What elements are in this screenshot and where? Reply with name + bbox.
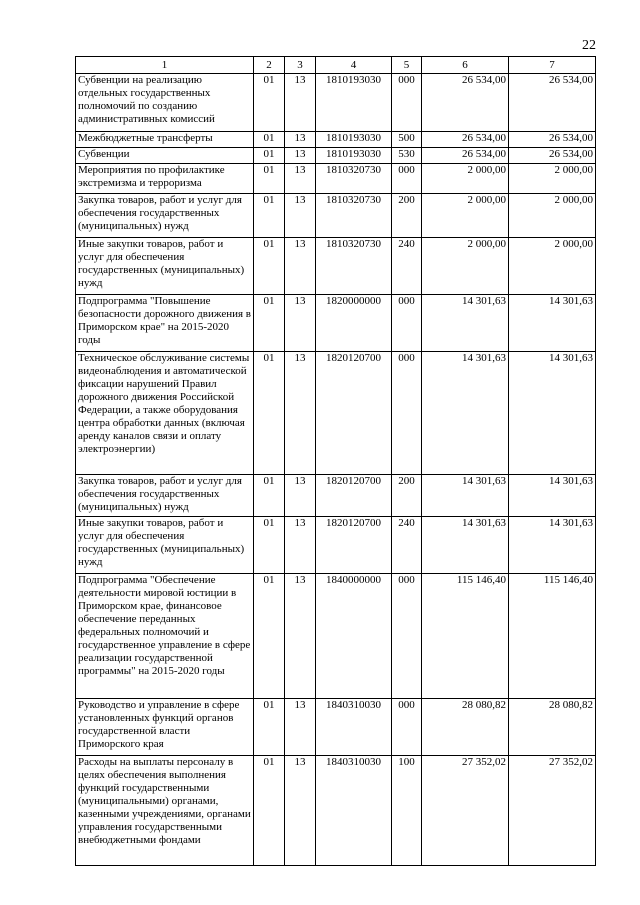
row-amount-2: 26 534,00 (509, 74, 596, 132)
header-cell: 6 (422, 57, 509, 74)
row-amount-1: 28 080,82 (422, 699, 509, 756)
row-subsection: 13 (285, 475, 316, 517)
row-expense-type: 000 (392, 295, 422, 352)
header-cell: 5 (392, 57, 422, 74)
row-amount-2: 27 352,02 (509, 756, 596, 866)
row-expense-type: 500 (392, 132, 422, 148)
row-section: 01 (254, 132, 285, 148)
row-expense-type: 200 (392, 194, 422, 238)
row-subsection: 13 (285, 238, 316, 295)
row-subsection: 13 (285, 74, 316, 132)
row-amount-2: 14 301,63 (509, 517, 596, 574)
row-section: 01 (254, 295, 285, 352)
row-amount-1: 115 146,40 (422, 574, 509, 699)
row-name: Закупка товаров, работ и услуг для обеспечения государственных (муниципальных) нужд (76, 475, 254, 517)
row-name: Субвенции на реализацию отдельных государственных полномочий по созданию административных комиссий (76, 74, 254, 132)
row-amount-1: 14 301,63 (422, 517, 509, 574)
row-subsection: 13 (285, 132, 316, 148)
row-amount-2: 2 000,00 (509, 194, 596, 238)
row-target-code: 1810320730 (316, 164, 392, 194)
table-row (76, 517, 596, 574)
row-target-code: 1820120700 (316, 517, 392, 574)
table-row (76, 148, 596, 164)
row-expense-type: 200 (392, 475, 422, 517)
row-target-code: 1840000000 (316, 574, 392, 699)
row-subsection: 13 (285, 148, 316, 164)
header-cell: 7 (509, 57, 596, 74)
table-row (76, 475, 596, 517)
row-expense-type: 530 (392, 148, 422, 164)
row-amount-2: 14 301,63 (509, 475, 596, 517)
row-name: Закупка товаров, работ и услуг для обеспечения государственных (муниципальных) нужд (76, 194, 254, 238)
row-amount-2: 26 534,00 (509, 148, 596, 164)
table-row (76, 74, 596, 132)
row-amount-2: 2 000,00 (509, 164, 596, 194)
row-subsection: 13 (285, 517, 316, 574)
row-target-code: 1810193030 (316, 132, 392, 148)
row-amount-2: 2 000,00 (509, 238, 596, 295)
row-expense-type: 000 (392, 74, 422, 132)
row-amount-2: 26 534,00 (509, 132, 596, 148)
table-row (76, 164, 596, 194)
row-section: 01 (254, 148, 285, 164)
table-row (76, 699, 596, 756)
table-row (76, 352, 596, 475)
row-section: 01 (254, 352, 285, 475)
row-subsection: 13 (285, 164, 316, 194)
row-section: 01 (254, 756, 285, 866)
row-amount-2: 115 146,40 (509, 574, 596, 699)
table-row (76, 238, 596, 295)
row-subsection: 13 (285, 295, 316, 352)
row-subsection: 13 (285, 699, 316, 756)
row-target-code: 1840310030 (316, 699, 392, 756)
header-cell: 4 (316, 57, 392, 74)
row-amount-2: 14 301,63 (509, 295, 596, 352)
row-name: Подпрограмма "Повышение безопасности дорожного движения в Приморском крае" на 2015-2020 годы (76, 295, 254, 352)
budget-table (75, 56, 596, 866)
row-expense-type: 240 (392, 517, 422, 574)
row-amount-2: 28 080,82 (509, 699, 596, 756)
header-cell: 3 (285, 57, 316, 74)
row-section: 01 (254, 194, 285, 238)
row-amount-2: 14 301,63 (509, 352, 596, 475)
row-section: 01 (254, 74, 285, 132)
row-amount-1: 14 301,63 (422, 475, 509, 517)
row-target-code: 1810193030 (316, 148, 392, 164)
header-cell: 2 (254, 57, 285, 74)
row-amount-1: 2 000,00 (422, 238, 509, 295)
row-target-code: 1820120700 (316, 352, 392, 475)
row-amount-1: 2 000,00 (422, 164, 509, 194)
table-row (76, 132, 596, 148)
row-amount-1: 27 352,02 (422, 756, 509, 866)
row-subsection: 13 (285, 352, 316, 475)
row-amount-1: 26 534,00 (422, 74, 509, 132)
row-section: 01 (254, 517, 285, 574)
table-row (76, 194, 596, 238)
row-expense-type: 240 (392, 238, 422, 295)
row-name: Техническое обслуживание системы видеонаблюдения и автоматической фиксации нарушений Правил дорожного движения Российской Федерации, а также оборудования центра обработки данных (включая аренду каналов связи и оплату электроэнергии) (76, 352, 254, 475)
row-name: Подпрограмма "Обеспечение деятельности мировой юстиции в Приморском крае, финансовое обеспечение переданных федеральных полномочий и государственное управление в сфере реализации государственной программы" на 2015-2020 годы (76, 574, 254, 699)
row-target-code: 1810320730 (316, 194, 392, 238)
row-expense-type: 000 (392, 699, 422, 756)
row-target-code: 1820120700 (316, 475, 392, 517)
row-expense-type: 000 (392, 574, 422, 699)
row-expense-type: 000 (392, 164, 422, 194)
row-section: 01 (254, 475, 285, 517)
header-cell: 1 (76, 57, 254, 74)
row-name: Иные закупки товаров, работ и услуг для обеспечения государственных (муниципальных) нужд (76, 517, 254, 574)
row-name: Мероприятия по профилактике экстремизма и терроризма (76, 164, 254, 194)
row-amount-1: 2 000,00 (422, 194, 509, 238)
row-subsection: 13 (285, 574, 316, 699)
row-section: 01 (254, 238, 285, 295)
table-row (76, 756, 596, 866)
row-expense-type: 100 (392, 756, 422, 866)
row-name: Межбюджетные трансферты (76, 132, 254, 148)
row-section: 01 (254, 699, 285, 756)
table-row (76, 295, 596, 352)
row-name: Иные закупки товаров, работ и услуг для обеспечения государственных (муниципальных) нужд (76, 238, 254, 295)
row-target-code: 1820000000 (316, 295, 392, 352)
row-subsection: 13 (285, 194, 316, 238)
table-header-row (76, 57, 596, 74)
row-name: Руководство и управление в сфере установленных функций органов государственной власти Приморского края (76, 699, 254, 756)
row-amount-1: 26 534,00 (422, 148, 509, 164)
row-target-code: 1840310030 (316, 756, 392, 866)
row-amount-1: 26 534,00 (422, 132, 509, 148)
row-amount-1: 14 301,63 (422, 295, 509, 352)
row-section: 01 (254, 164, 285, 194)
row-section: 01 (254, 574, 285, 699)
row-target-code: 1810193030 (316, 74, 392, 132)
table-row (76, 574, 596, 699)
row-expense-type: 000 (392, 352, 422, 475)
page-number: 22 (582, 38, 596, 53)
row-amount-1: 14 301,63 (422, 352, 509, 475)
row-target-code: 1810320730 (316, 238, 392, 295)
row-name: Расходы на выплаты персоналу в целях обеспечения выполнения функций государственными (муниципальными) органами, казенными учреждениями, органами управления государственными внебюджетными фондами (76, 756, 254, 866)
row-subsection: 13 (285, 756, 316, 866)
row-name: Субвенции (76, 148, 254, 164)
